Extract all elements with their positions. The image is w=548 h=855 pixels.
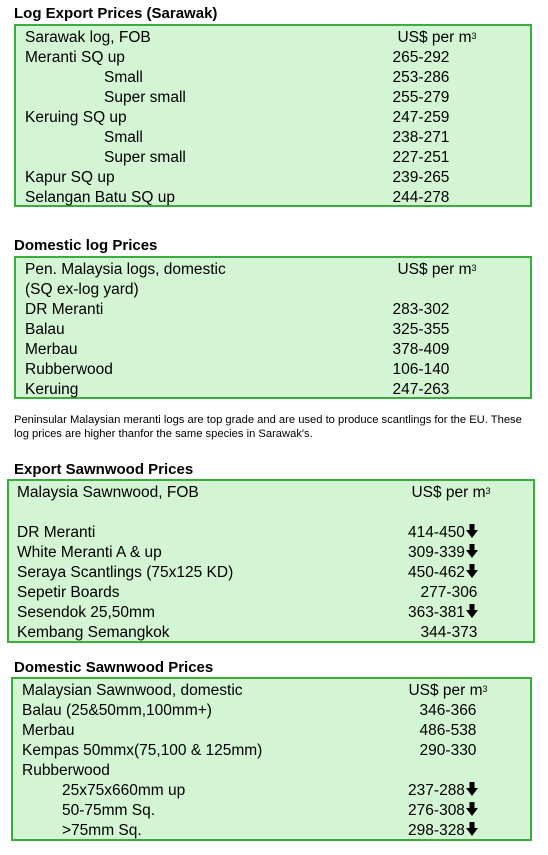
table-header-row [9, 483, 533, 503]
table-row [9, 563, 533, 583]
table-row [9, 623, 533, 643]
header-unit: US$ per $m^3$ [408, 682, 488, 699]
row-value: 346-366 [419, 702, 477, 719]
table-row [16, 68, 530, 88]
down-arrow-icon [466, 802, 478, 816]
row-label: Merbau [25, 341, 78, 358]
row-label: Rubberwood [22, 762, 110, 779]
row-value: 363-381 [383, 603, 503, 623]
table-row [13, 781, 530, 801]
row-label: Balau (25&50mm,100mm+) [22, 702, 212, 719]
table-row [9, 603, 533, 623]
row-label: Keruing [25, 381, 79, 398]
row-label: Kembang Semangkok [17, 624, 170, 641]
row-value: 277-306 [420, 584, 478, 601]
row-label: DR Meranti [25, 301, 104, 318]
row-label: Meranti SQ up [25, 49, 125, 66]
row-label: Balau [25, 321, 65, 338]
row-label: Selangan Batu SQ up [25, 189, 175, 206]
row-value: 486-538 [419, 722, 477, 739]
row-value: 450-462 [383, 563, 503, 583]
section-heading-log-export: Log Export Prices (Sarawak) [14, 5, 218, 22]
table-row [16, 168, 530, 188]
table-row [13, 701, 530, 721]
down-arrow-icon [466, 604, 478, 618]
table-row [16, 88, 530, 108]
row-label: Small [104, 129, 143, 146]
row-value: 247-259 [392, 109, 450, 126]
table-row [16, 380, 530, 400]
table-row [13, 801, 530, 821]
row-label: White Meranti A & up [17, 544, 162, 561]
row-value: 255-279 [392, 89, 450, 106]
down-arrow-icon [466, 822, 478, 836]
row-label: Seraya Scantlings (75x125 KD) [17, 564, 234, 581]
row-value: 309-339 [383, 543, 503, 563]
table-row [16, 128, 530, 148]
row-label: Super small [104, 89, 186, 106]
section-heading-domestic-log: Domestic log Prices [14, 237, 158, 254]
header-label: Malaysia Sawnwood, FOB [17, 484, 199, 501]
table-row [16, 360, 530, 380]
header-unit: US$ per $m^3$ [397, 29, 477, 46]
table-header-row [13, 681, 530, 701]
row-value: 106-140 [392, 361, 450, 378]
section-heading-export-sawnwood: Export Sawnwood Prices [14, 461, 194, 478]
domestic-log-table [14, 256, 532, 399]
table-header-row [16, 28, 530, 48]
row-label: Keruing SQ up [25, 109, 127, 126]
table-row [16, 188, 530, 208]
table-header-row [16, 260, 530, 280]
row-label: Small [104, 69, 143, 86]
table-row [16, 280, 530, 300]
table-row [16, 340, 530, 360]
table-row [13, 741, 530, 761]
table-row [13, 721, 530, 741]
table-row [16, 148, 530, 168]
row-label: DR Meranti [17, 524, 96, 541]
header-unit: US$ per $m^3$ [397, 261, 477, 278]
table-row [16, 300, 530, 320]
header-label: Sarawak log, FOB [25, 29, 151, 46]
table-row [13, 761, 530, 781]
row-value: 227-251 [392, 149, 450, 166]
log-export-table [14, 24, 532, 207]
domestic-sawnwood-table [11, 677, 532, 841]
row-value: 238-271 [392, 129, 450, 146]
row-value: 283-302 [392, 301, 450, 318]
row-value: 298-328 [383, 821, 503, 841]
row-value: 290-330 [419, 742, 477, 759]
row-value: 325-355 [392, 321, 450, 338]
row-value: 239-265 [392, 169, 450, 186]
header-unit: US$ per $m^3$ [411, 484, 491, 501]
row-value: 276-308 [383, 801, 503, 821]
row-label: Kapur SQ up [25, 169, 115, 186]
row-label: Rubberwood [25, 361, 113, 378]
row-label: >75mm Sq. [62, 822, 142, 839]
row-value: 237-288 [383, 781, 503, 801]
row-label: 50-75mm Sq. [62, 802, 156, 819]
export-sawnwood-table [7, 479, 535, 643]
row-label: Merbau [22, 722, 75, 739]
header-label: Pen. Malaysia logs, domestic [25, 261, 226, 278]
down-arrow-icon [466, 782, 478, 796]
row-label: (SQ ex-log yard) [25, 281, 139, 298]
row-label: 25x75x660mm up [62, 782, 186, 799]
row-label: Kempas 50mmx(75,100 & 125mm) [22, 742, 263, 759]
row-value: 378-409 [392, 341, 450, 358]
section-heading-domestic-sawnwood: Domestic Sawnwood Prices [14, 659, 214, 676]
table-row [9, 523, 533, 543]
row-value: 414-450 [383, 523, 503, 543]
row-value: 265-292 [392, 49, 450, 66]
row-value: 253-286 [392, 69, 450, 86]
down-arrow-icon [466, 524, 478, 538]
row-label: Sepetir Boards [17, 584, 120, 601]
row-label: Sesendok 25,50mm [17, 604, 155, 621]
row-label: Super small [104, 149, 186, 166]
table-row [13, 821, 530, 841]
row-value: 247-263 [392, 381, 450, 398]
table-row [9, 583, 533, 603]
down-arrow-icon [466, 564, 478, 578]
table-row [16, 48, 530, 68]
row-value: 244-278 [392, 189, 450, 206]
down-arrow-icon [466, 544, 478, 558]
note-paragraph: Peninsular Malaysian meranti logs are top grade and are used to produce scantlings for the EU. These log prices are higher thanfor the same species in Sarawak's. [14, 414, 522, 440]
table-row [9, 543, 533, 563]
table-row [16, 108, 530, 128]
row-value: 344-373 [420, 624, 478, 641]
header-label: Malaysian Sawnwood, domestic [22, 682, 243, 699]
table-row [16, 320, 530, 340]
